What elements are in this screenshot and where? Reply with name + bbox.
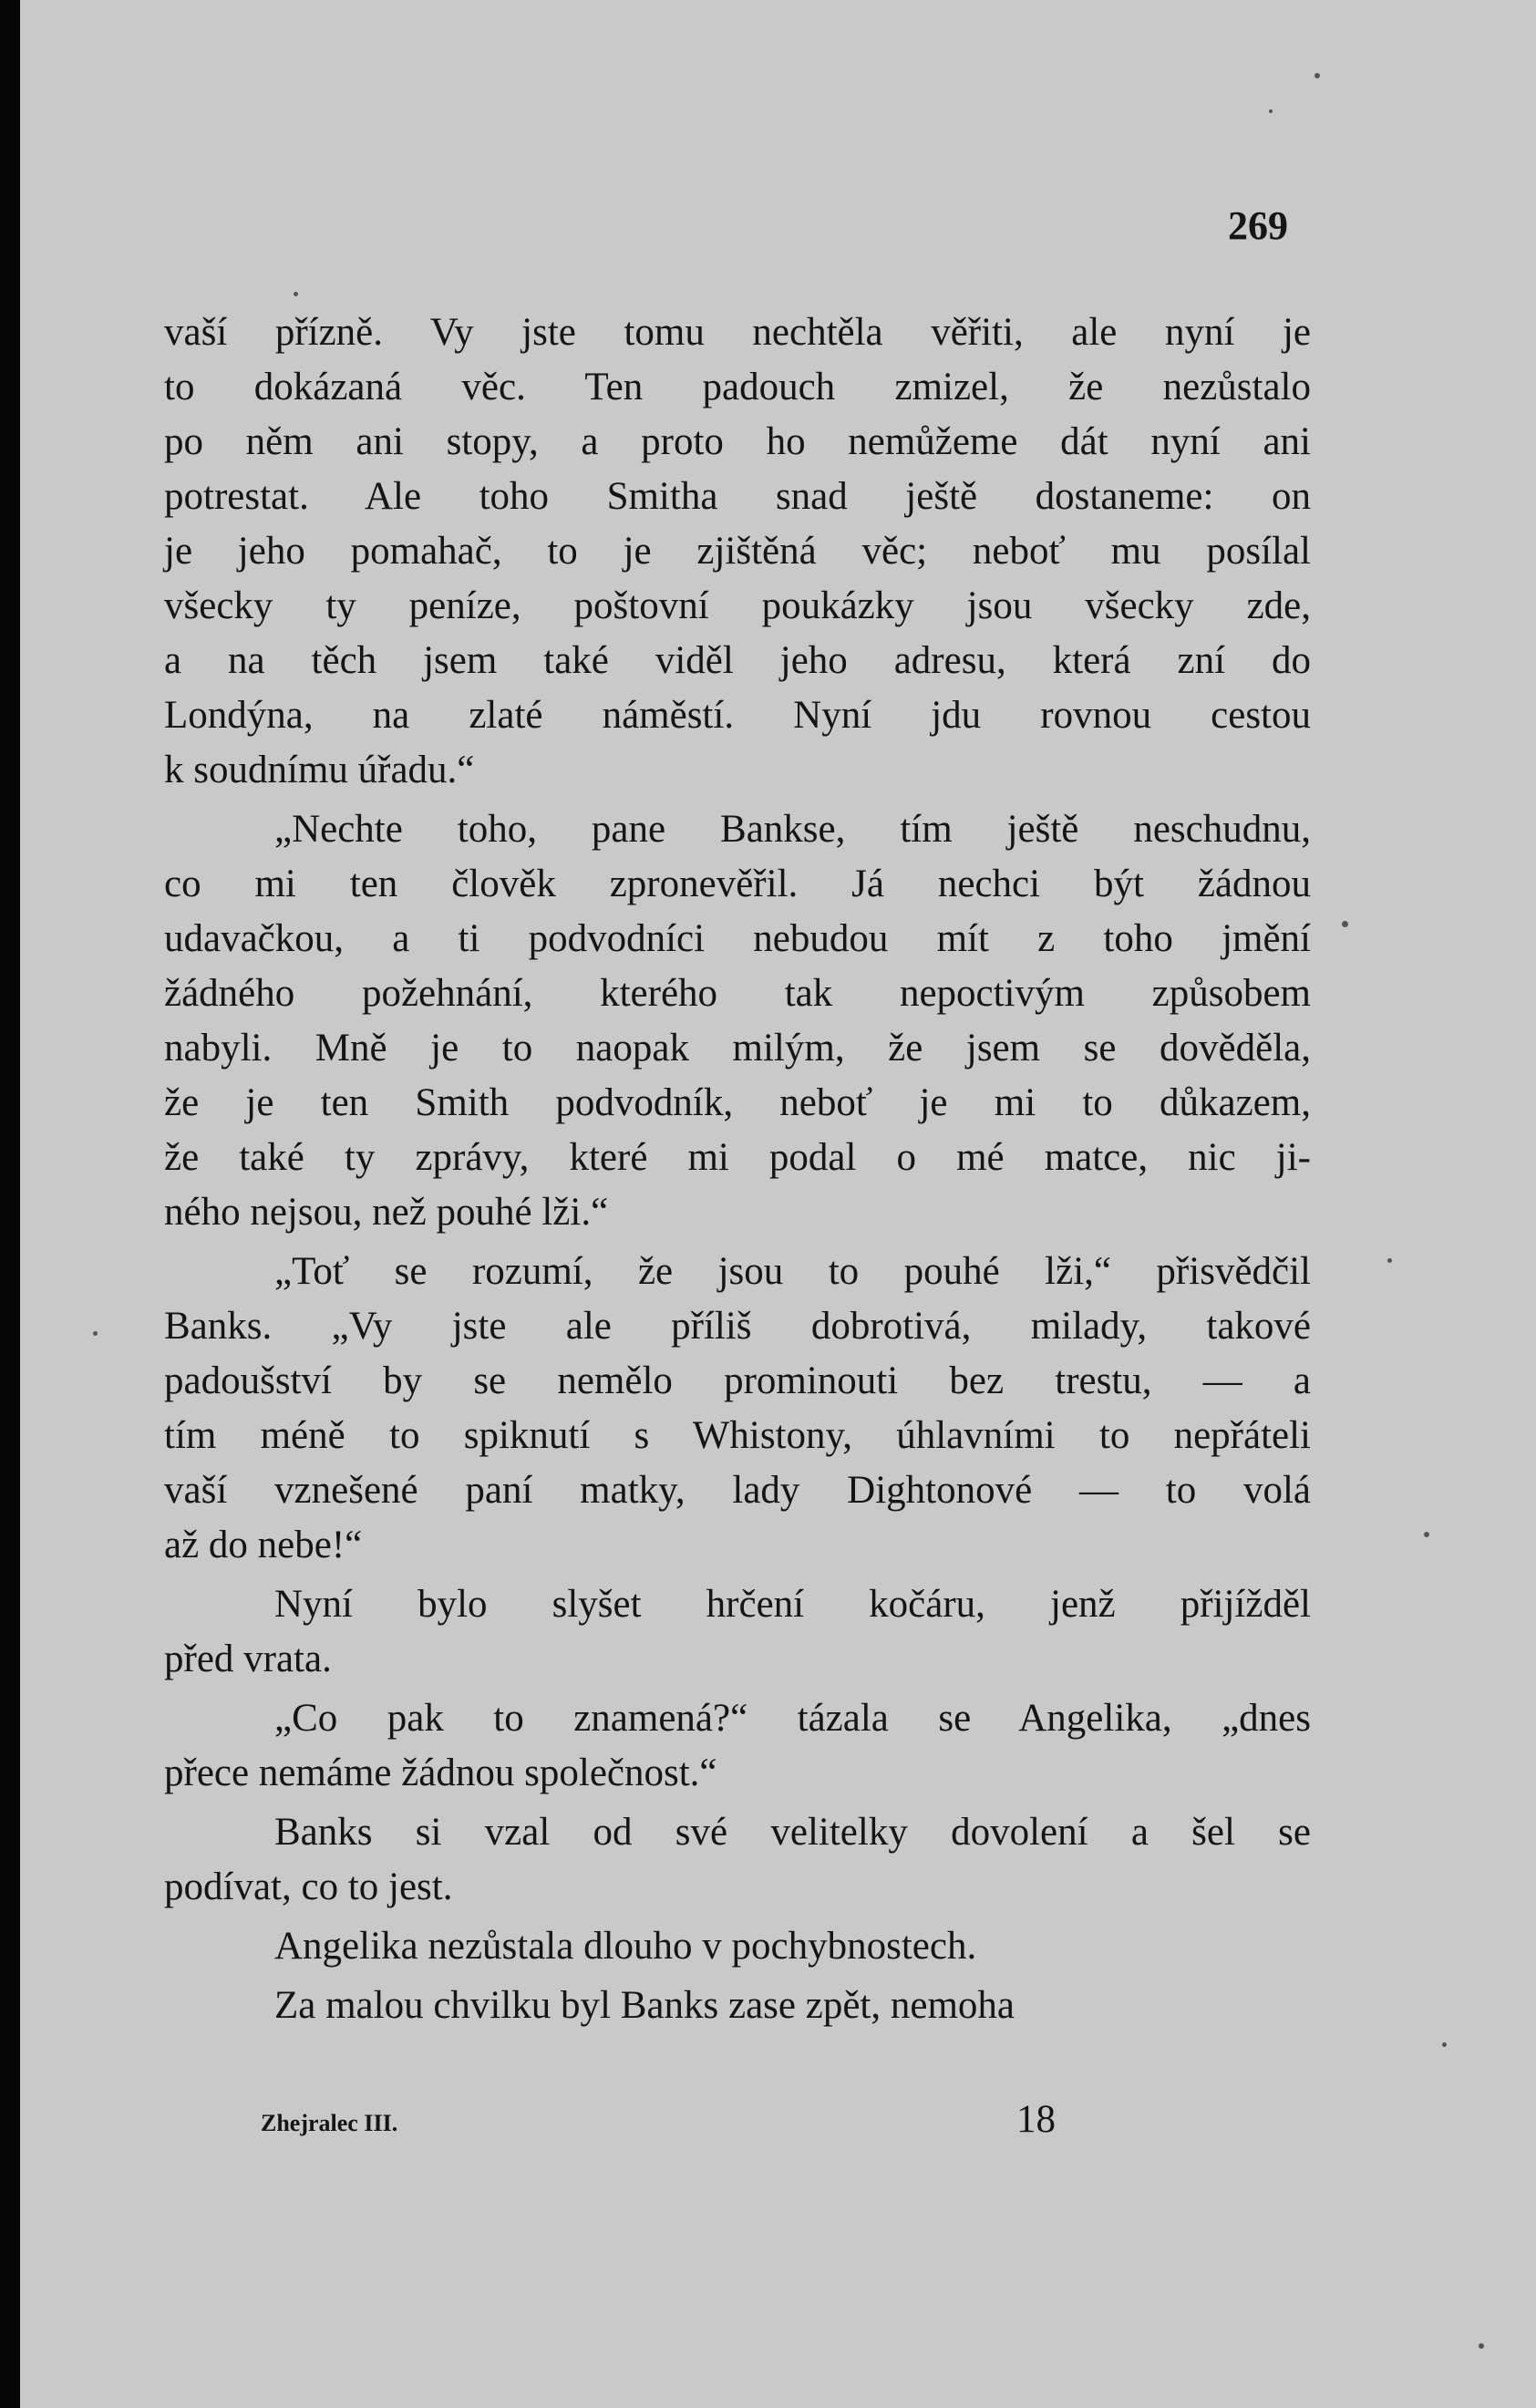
text-line: padoušství by se nemělo prominouti bez trestu, — a [164,1359,1311,1402]
paragraph [164,1577,1311,1687]
paragraph [164,802,1311,1240]
print-speck [1342,921,1348,927]
text-line: podívat, co to jest. [164,1865,453,1908]
text-line: Za malou chvilku byl Banks zase zpět, nemoha [274,1984,1015,2027]
text-line: Angelika nezůstala dlouho v pochybnostech. [274,1925,977,1968]
text-line: k soudnímu úřadu.“ [164,749,475,791]
text-line: udavačkou, a ti podvodníci nebudou mít z toho jmění [164,917,1311,960]
text-line: vaší přízně. Vy jste tomu nechtěla věřiti, ale nyní je [164,311,1311,354]
text-line: že je ten Smith podvodník, neboť je mi to důkazem, [164,1081,1311,1124]
text-line: před vrata. [164,1638,332,1680]
text-line: tím méně to spiknutí s Whistony, úhlavními to nepřáteli [164,1414,1311,1457]
print-speck [93,1331,98,1336]
text-line: vaší vznešené paní matky, lady Dightonové — to volá [164,1469,1311,1512]
text-line: a na těch jsem také viděl jeho adresu, která zní do [164,639,1311,682]
paragraph [164,1979,1311,2033]
print-speck [1314,73,1320,78]
text-line: „Toť se rozumí, že jsou to pouhé lži,“ přisvědčil [274,1250,1311,1293]
text-line: všecky ty peníze, poštovní poukázky jsou všecky zde, [164,584,1311,627]
text-line: co mi ten člověk zpronevěřil. Já nechci být žádnou [164,863,1311,905]
footer-sheet-number: 18 [1016,2098,1056,2141]
text-line: „Co pak to znamená?“ tázala se Angelika, „dnes [274,1697,1311,1740]
paragraph [164,1245,1311,1573]
footer-signature: Zhejralec III. [261,2110,398,2136]
text-line: až do nebe!“ [164,1524,363,1566]
page-number: 269 [1228,203,1288,248]
text-line: Banks si vzal od své velitelky dovolení a šel se [274,1811,1311,1854]
text-line: že také ty zprávy, které mi podal o mé matce, nic ji- [164,1136,1311,1179]
text-line: nabyli. Mně je to naopak milým, že jsem se dověděla, [164,1027,1311,1070]
text-line: po něm ani stopy, a proto ho nemůžeme dát nyní ani [164,420,1311,463]
text-line: Banks. „Vy jste ale příliš dobrotivá, milady, takové [164,1305,1311,1348]
text-line: to dokázaná věc. Ten padouch zmizel, že nezůstalo [164,366,1311,408]
paragraph [164,1691,1311,1801]
print-speck [1442,2042,1447,2047]
text-line: Nyní bylo slyšet hrčení kočáru, jenž přijížděl [274,1583,1311,1626]
text-line: žádného požehnání, kterého tak nepoctivým způsobem [164,972,1311,1015]
paragraph [164,305,1311,798]
print-speck [1387,1258,1392,1263]
print-speck [1269,109,1273,113]
text-line: přece nemáme žádnou společnost.“ [164,1752,717,1794]
body-text [164,305,1311,2038]
paragraph [164,1919,1311,1974]
print-speck [1479,2343,1484,2349]
text-line: ného nejsou, než pouhé lži.“ [164,1191,609,1234]
print-speck [1424,1532,1429,1537]
paragraph [164,1805,1311,1915]
text-line: Londýna, na zlaté náměstí. Nyní jdu rovnou cestou [164,694,1311,737]
print-speck [294,292,298,296]
book-page [20,0,1536,2408]
text-line: „Nechte toho, pane Bankse, tím ještě neschudnu, [274,808,1311,851]
page-footer [20,2097,1536,2152]
text-line: je jeho pomahač, to je zjištěná věc; neboť mu posílal [164,530,1311,573]
text-line: potrestat. Ale toho Smitha snad ještě dostaneme: on [164,475,1311,518]
